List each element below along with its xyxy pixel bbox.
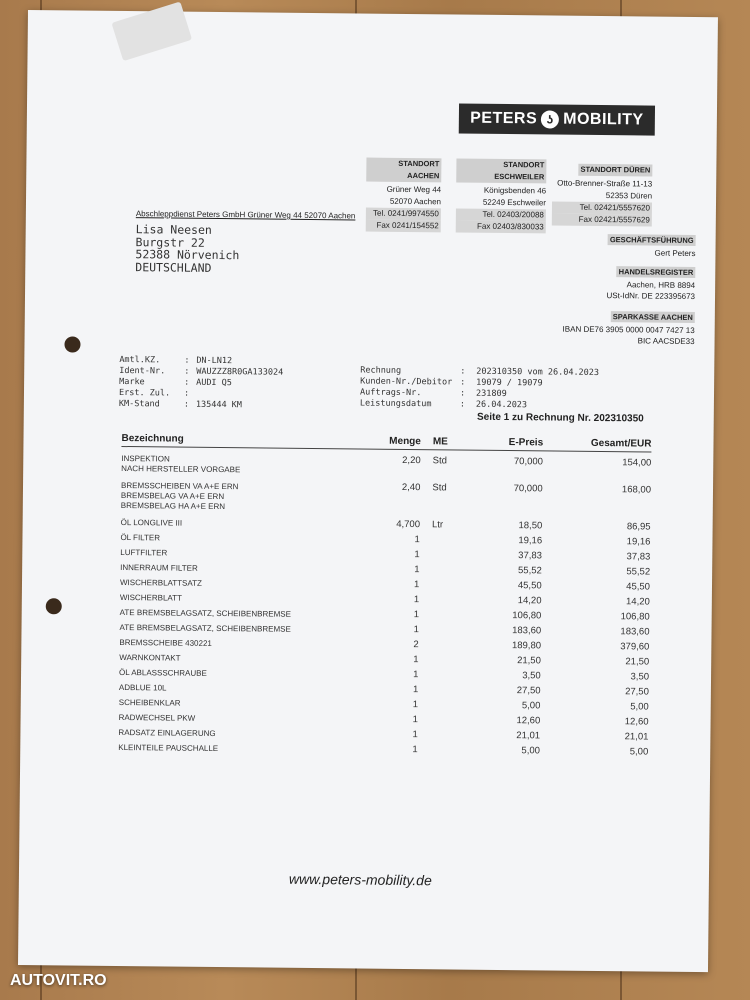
item-quantity: 1 xyxy=(412,729,418,741)
item-quantity: 2,20 xyxy=(402,454,421,467)
sender-line: Abschleppdienst Peters GmbH Grüner Weg 44 52070 Aachen xyxy=(135,209,356,221)
item-unit xyxy=(418,655,470,671)
watermark: AUTOVIT.RO xyxy=(10,972,107,989)
punch-hole xyxy=(46,598,62,614)
company-logo: PETERS ʖ MOBILITY xyxy=(459,104,655,136)
item-description: ATE BREMSBELAGSATZ, SCHEIBENBREMSE xyxy=(119,622,291,634)
item-unit-price: 3,50 xyxy=(522,670,541,682)
item-unit-price: 70,000 xyxy=(513,483,543,495)
item-unit-price: 21,01 xyxy=(516,730,541,742)
invoice-page xyxy=(18,10,718,972)
item-unit-price: 70,000 xyxy=(513,456,544,468)
table-row xyxy=(121,453,651,480)
item-description: WISCHERBLATTSATZ xyxy=(119,577,202,588)
item-total: 45,50 xyxy=(626,581,651,593)
item-total: 27,50 xyxy=(625,686,649,698)
item-quantity: 4,700 xyxy=(396,518,421,531)
item-unit xyxy=(418,685,470,701)
item-unit: Std xyxy=(432,455,447,467)
item-quantity: 1 xyxy=(413,669,419,681)
item-description: RADWECHSEL PKW xyxy=(118,712,196,723)
table-header: Bezeichnung Menge ME E-Preis Gesamt/EUR xyxy=(121,433,651,453)
item-quantity: 1 xyxy=(412,744,418,756)
item-quantity: 1 xyxy=(414,534,420,546)
line-items-table xyxy=(118,433,651,763)
location-dueren: STANDORT DÜREN Otto-Brenner-Straße 11-13 52353 Düren Tel. 02421/5557620 Fax 02421/5557629 xyxy=(552,164,653,227)
item-unit xyxy=(418,715,470,731)
item-quantity: 1 xyxy=(412,684,419,696)
hook-icon: ʖ xyxy=(541,110,559,128)
item-unit-price: 37,83 xyxy=(518,550,543,562)
item-unit-price: 27,50 xyxy=(516,685,541,697)
item-quantity: 2,40 xyxy=(401,481,421,494)
item-unit-price: 12,60 xyxy=(516,715,541,727)
item-unit-price: 5,00 xyxy=(521,745,540,757)
management-info: GESCHÄFTSFÜHRUNG Gert Peters xyxy=(608,234,696,259)
bank-info: SPARKASSE AACHEN IBAN DE76 3905 0000 0047 7427 13 BIC AACSDE33 xyxy=(562,312,695,346)
item-total: 168,00 xyxy=(621,484,652,496)
item-total: 183,60 xyxy=(620,626,650,638)
item-total: 21,01 xyxy=(624,731,649,743)
item-unit-price: 189,80 xyxy=(511,640,542,652)
item-total: 19,16 xyxy=(626,536,651,548)
item-total: 14,20 xyxy=(625,596,650,608)
vehicle-info: Amtl.KZ. : DN-LN12 Ident-Nr. : WAUZZZ8R0GA133024 Marke : AUDI Q5 Erst. Zul. : KM-Stand : 135444 KM xyxy=(118,354,284,411)
item-description: ÖL ABLASSSCHRAUBE xyxy=(119,667,207,678)
item-description: WARNKONTAKT xyxy=(119,652,181,663)
item-quantity: 1 xyxy=(412,714,419,726)
item-unit-price: 45,50 xyxy=(517,580,542,592)
item-total: 5,00 xyxy=(629,746,649,758)
item-unit-price: 183,60 xyxy=(512,625,542,637)
item-unit-price: 14,20 xyxy=(517,595,542,607)
item-quantity: 1 xyxy=(414,564,420,576)
item-quantity: 1 xyxy=(413,594,420,606)
item-quantity: 1 xyxy=(412,699,419,711)
item-total: 379,60 xyxy=(620,641,650,653)
item-description: ÖL FILTER xyxy=(120,532,161,543)
item-unit xyxy=(420,550,472,566)
website-url: www.peters-mobility.de xyxy=(288,870,432,889)
punch-hole xyxy=(64,336,80,352)
register-info: HANDELSREGISTER Aachen, HRB 8894 USt-IdNr. DE 223395673 xyxy=(606,267,696,302)
item-quantity: 2 xyxy=(413,639,419,651)
item-unit xyxy=(419,625,471,641)
item-quantity: 1 xyxy=(413,654,419,666)
item-unit-price: 19,16 xyxy=(518,535,543,547)
item-total: 154,00 xyxy=(622,457,652,469)
location-aachen: STANDORT AACHEN Grüner Weg 44 52070 Aachen Tel. 0241/9974550 Fax 0241/154552 xyxy=(366,158,442,233)
item-quantity: 1 xyxy=(414,549,420,561)
item-description: LUFTFILTER xyxy=(120,547,168,558)
item-quantity: 1 xyxy=(413,624,419,636)
item-unit: Std xyxy=(432,482,447,494)
item-quantity: 1 xyxy=(414,579,420,591)
item-unit-price: 106,80 xyxy=(512,610,542,622)
item-description: ADBLUE 10L xyxy=(118,682,167,693)
location-eschweiler: STANDORT ESCHWEILER Königsbenden 46 52249 Eschweiler Tel. 02403/20088 Fax 02403/830033 xyxy=(456,158,547,233)
item-total: 55,52 xyxy=(626,566,651,578)
invoice-info: Rechnung : 202310350 vom 26.04.2023 Kunden-Nr./Debitor : 19079 / 19079 Auftrags-Nr. : 231809 Leistungsdatum : 26.04.2023 xyxy=(359,365,600,411)
item-description: ATE BREMSBELAGSATZ, SCHEIBENBREMSE xyxy=(119,607,292,619)
item-unit: Ltr xyxy=(431,519,444,531)
item-quantity: 1 xyxy=(413,609,420,621)
item-description: INSPEKTION NACH HERSTELLER VORGABE xyxy=(121,454,241,475)
item-unit xyxy=(418,730,470,746)
item-unit xyxy=(418,700,470,716)
item-description: SCHEIBENKLAR xyxy=(118,697,181,708)
item-unit xyxy=(418,670,470,686)
item-total: 5,00 xyxy=(630,701,649,713)
item-unit xyxy=(420,535,472,551)
item-description: WISCHERBLATT xyxy=(119,592,182,603)
item-unit xyxy=(419,580,471,596)
recipient-address: Lisa Neesen Burgstr 22 52388 Nörvenich DEUTSCHLAND xyxy=(135,222,240,275)
table-body xyxy=(118,453,651,763)
item-total: 106,80 xyxy=(620,611,650,623)
item-description: INNERRAUM FILTER xyxy=(120,562,198,573)
item-description: BREMSSCHEIBE 430221 xyxy=(119,637,212,648)
item-total: 12,60 xyxy=(624,716,649,728)
item-unit xyxy=(419,595,471,611)
item-total: 37,83 xyxy=(626,551,651,563)
item-total: 86,95 xyxy=(626,521,651,533)
item-unit xyxy=(419,565,471,581)
item-unit-price: 55,52 xyxy=(517,565,542,577)
item-total: 3,50 xyxy=(630,671,650,683)
item-description: KLEINTEILE PAUSCHALLE xyxy=(118,742,219,754)
sticker xyxy=(111,1,192,61)
item-unit-price: 5,00 xyxy=(521,700,541,712)
item-unit-price: 21,50 xyxy=(517,655,541,667)
item-description: BREMSSCHEIBEN VA A+E ERN BREMSBELAG VA A+E ERN BREMSBELAG HA A+E ERN xyxy=(120,481,239,512)
item-total: 21,50 xyxy=(625,656,650,668)
item-unit-price: 18,50 xyxy=(518,520,543,532)
item-unit xyxy=(419,640,471,656)
item-description: RADSATZ EINLAGERUNG xyxy=(118,727,216,739)
item-description: ÖL LONGLIVE III xyxy=(120,517,183,528)
item-unit xyxy=(418,745,470,761)
item-unit xyxy=(419,610,471,626)
table-row xyxy=(121,480,651,517)
page-title: Seite 1 zu Rechnung Nr. 202310350 xyxy=(476,411,644,425)
